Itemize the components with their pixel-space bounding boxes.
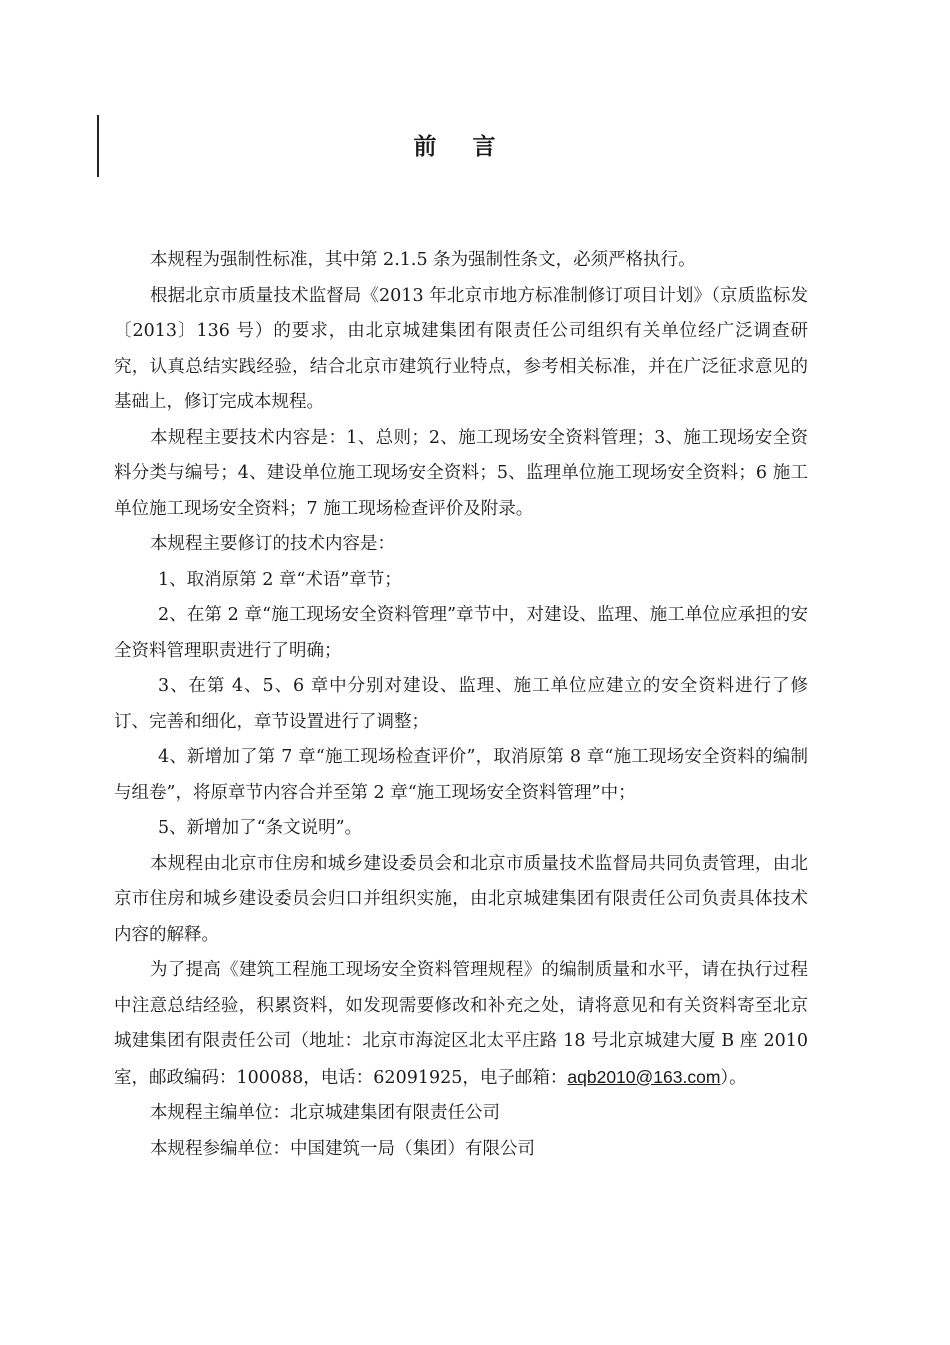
revision-item-3: 3、在第 4、5、6 章中分别对建设、监理、施工单位应建立的安全资料进行了修订、完善和细化，章节设置进行了调整； — [114, 676, 808, 732]
revision-item-2: 2、在第 2 章“施工现场安全资料管理”章节中，对建设、监理、施工单位应承担的安全资料管理职责进行了明确； — [114, 605, 808, 661]
feedback-suffix: ）。 — [720, 1067, 747, 1088]
page-title: 前 言 — [413, 134, 510, 160]
revision-item-4: 4、新增加了第 7 章“施工现场检查评价”，取消原第 8 章“施工现场安全资料的编制与组卷”，将原章节内容合并至第 2 章“施工现场安全资料管理”中； — [114, 747, 808, 803]
paragraph-basis: 根据北京市质量技术监督局《2013 年北京市地方标准制修订项目计划》（京质监标发〔2013〕136 号）的要求，由北京城建集团有限责任公司组织有关单位经广泛调查研究，认真总结实践经验，结合北京市建筑行业特点，参考相关标准，并在广泛征求意见的基础上，修订完成本规程。 — [114, 285, 808, 412]
paragraph-feedback — [114, 953, 808, 1096]
document-body — [114, 243, 808, 1167]
paragraph-mandatory: 本规程为强制性标准，其中第 2.1.5 条为强制性条文，必须严格执行。 — [150, 250, 696, 270]
paragraph-chief-editor: 本规程主编单位：北京城建集团有限责任公司 — [150, 1103, 500, 1123]
paragraph-co-editor: 本规程参编单位：中国建筑一局（集团）有限公司 — [150, 1138, 535, 1159]
email-link[interactable]: aqb2010@163.com — [567, 1066, 721, 1087]
revision-item-5: 5、新增加了“条文说明”。 — [158, 818, 363, 838]
feedback-text: 为了提高《建筑工程施工现场安全资料管理规程》的编制质量和水平，请在执行过程中注意总结经验，积累资料，如发现需要修改和补充之处，请将意见和有关资料寄至北京城建集团有限责任公司（地址：北京市海淀区北太平庄路 18 号北京城建大厦 B 座 2010 室，邮政编码：100088，电话：62091925，电子邮箱： — [114, 960, 808, 1088]
paragraph-main-content: 本规程主要技术内容是：1、总则；2、施工现场安全资料管理；3、施工现场安全资料分类与编号；4、建设单位施工现场安全资料；5、监理单位施工现场安全资料；6 施工单位施工现场安全资料；7 施工现场检查评价及附录。 — [114, 427, 808, 519]
revision-item-1: 1、取消原第 2 章“术语”章节； — [158, 569, 402, 590]
paragraph-revision-intro: 本规程主要修订的技术内容是： — [150, 534, 395, 554]
paragraph-management: 本规程由北京市住房和城乡建设委员会和北京市质量技术监督局共同负责管理，由北京市住房和城乡建设委员会归口并组织实施，由北京城建集团有限责任公司负责具体技术内容的解释。 — [114, 853, 808, 945]
